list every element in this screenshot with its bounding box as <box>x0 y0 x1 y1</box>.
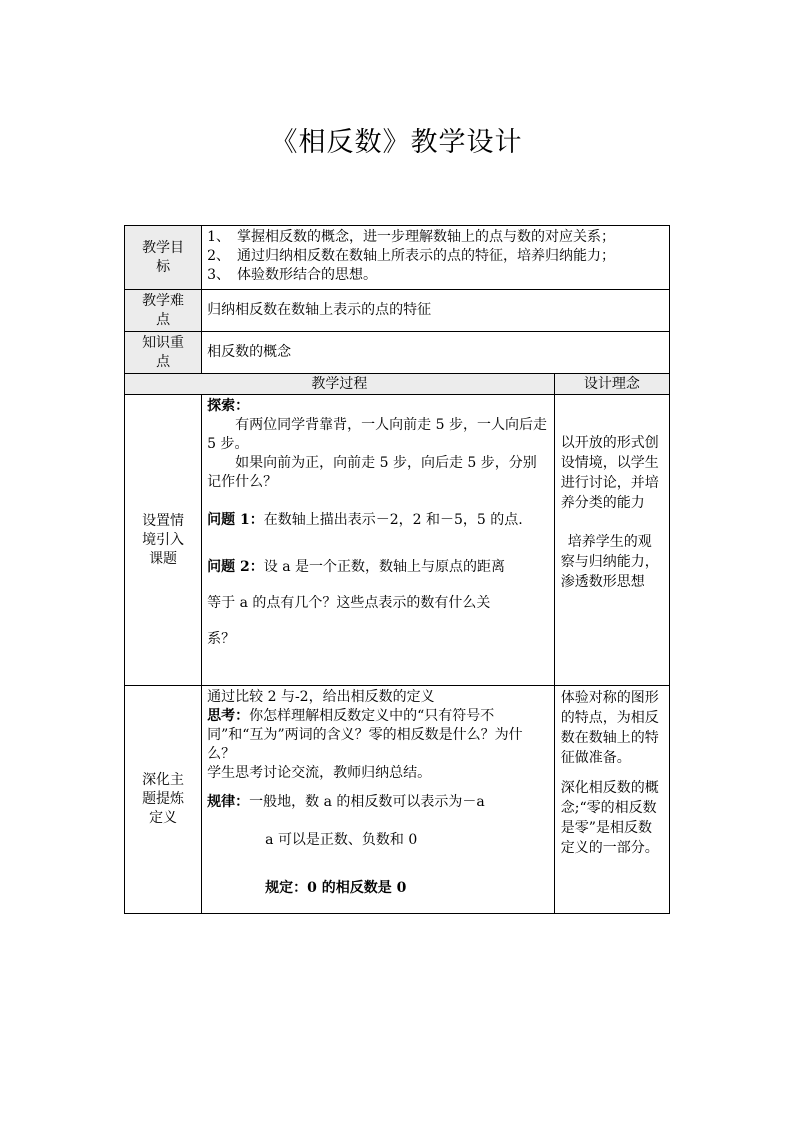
section-definition-label: 深化主题提炼定义 <box>125 686 202 914</box>
table-header-row <box>125 374 670 395</box>
question-1-label: 问题 1： <box>207 512 264 528</box>
rule-label: 规律： <box>207 794 250 810</box>
rationale-note: 以开放的形式创设情境，以学生进行讨论，并培养分类的能力 <box>560 435 659 511</box>
difficulty-text: 归纳相反数在数轴上表示的点的特征 <box>202 290 670 332</box>
rule-text: 一般地，数 a 的相反数可以表示为－a <box>249 794 485 810</box>
key-point-row <box>125 332 670 374</box>
rule-sub: a 可以是正数、负数和 0 <box>265 832 418 848</box>
rule-line <box>207 793 550 812</box>
key-point-label: 知识重点 <box>125 332 202 374</box>
question-1-text: 在数轴上描出表示－2，2 和－5，5 的点. <box>263 512 523 528</box>
goals-row <box>125 226 670 290</box>
process-header: 教学过程 <box>125 374 555 395</box>
difficulty-label: 教学难点 <box>125 290 202 332</box>
rationale-note: 培养学生的观察与归纳能力，渗透数形思想 <box>560 534 659 590</box>
think-text: 你怎样理解相反数定义中的“只有符号不同”和“互为”两词的含义？零的相反数是什么？为什么？ <box>207 708 523 762</box>
section-definition-content <box>202 686 555 914</box>
question-2-line-2: 等于 a 的点有几个？这些点表示的数有什么关 <box>207 595 491 611</box>
section-situation-row <box>125 395 670 686</box>
question-1 <box>207 511 550 530</box>
section-situation-content <box>202 395 555 686</box>
question-2-line-3: 系？ <box>207 631 236 647</box>
goals-content <box>202 226 670 290</box>
lesson-plan-table <box>124 225 670 914</box>
section-definition-rationale <box>554 686 669 914</box>
goal-item: 1、 掌握相反数的概念，进一步理解数轴上的点与数的对应关系； <box>207 229 616 245</box>
difficulty-row <box>125 290 670 332</box>
goal-item: 2、 通过归纳相反数在数轴上所表示的点的特征，培养归纳能力； <box>207 248 616 264</box>
think-question <box>207 707 550 764</box>
key-point-text: 相反数的概念 <box>202 332 670 374</box>
page-title: 《相反数》教学设计 <box>270 127 523 158</box>
discussion-line: 学生思考讨论交流，教师归纳总结。 <box>207 765 432 781</box>
rationale-note: 体验对称的图形的特点，为相反数在数轴上的特征做准备。 <box>560 690 659 766</box>
goal-item: 3、 体验数形结合的思想。 <box>207 267 378 283</box>
regulation: 规定：0 的相反数是 0 <box>265 880 407 896</box>
think-label: 思考： <box>207 708 250 724</box>
question-2-label: 问题 2： <box>207 559 264 575</box>
rationale-header: 设计理念 <box>554 374 669 395</box>
explore-para-2: 如果向前为正，向前走 5 步，向后走 5 步，分别记作什么？ <box>207 455 537 490</box>
goals-label: 教学目标 <box>125 226 202 290</box>
section-situation-label: 设置情境引入课题 <box>125 395 202 686</box>
rationale-note: 深化相反数的概念;“零的相反数是零”是相反数定义的一部分。 <box>560 780 659 856</box>
explore-title: 探索： <box>207 398 250 414</box>
explore-para-1: 有两位同学背靠背，一人向前走 5 步，一人向后走 5 步。 <box>207 417 547 452</box>
question-2 <box>207 549 550 585</box>
section-situation-rationale <box>554 395 669 686</box>
definition-intro: 通过比较 2 与-2，给出相反数的定义 <box>207 689 435 705</box>
question-2-line-1: 设 a 是一个正数，数轴上与原点的距离 <box>263 559 506 575</box>
section-definition-row <box>125 686 670 914</box>
